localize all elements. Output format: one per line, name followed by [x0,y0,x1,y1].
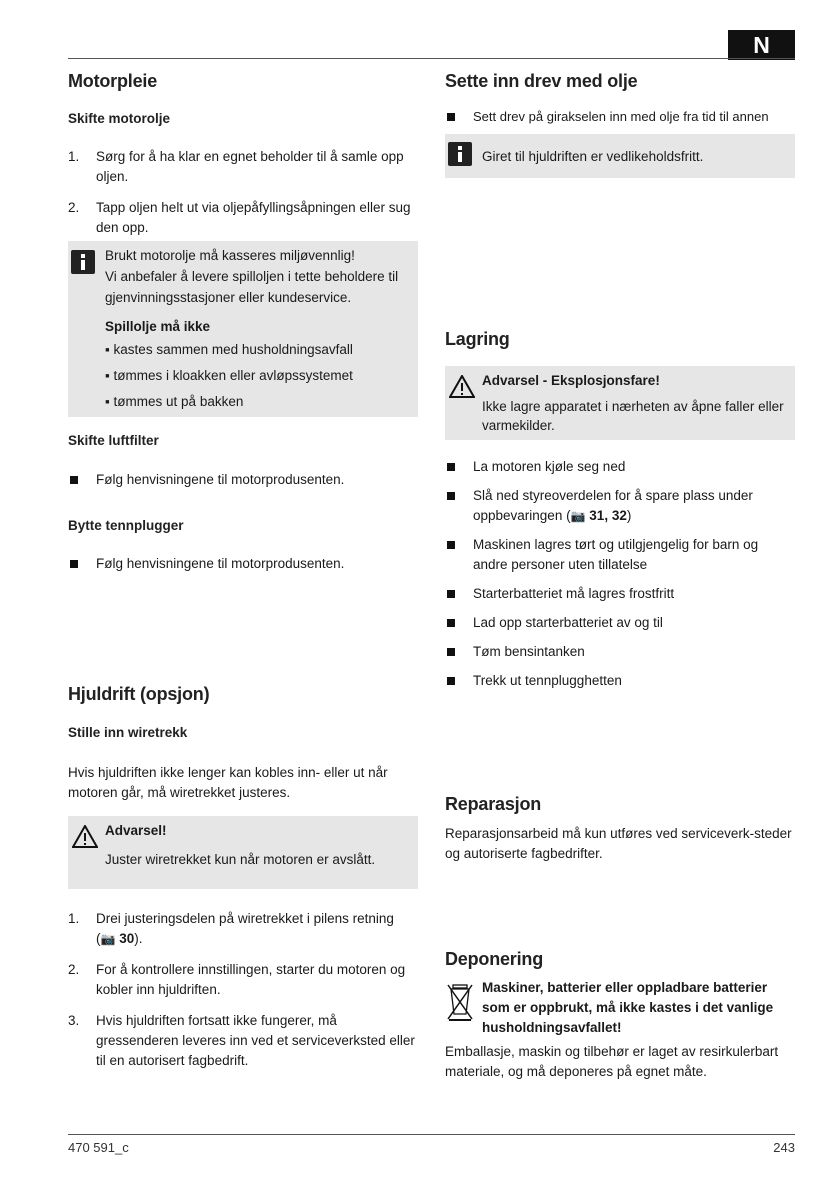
warning-box-wiretrekk [68,816,418,889]
list-item: Følg henvisningene til motorprodusenten. [68,470,418,490]
section-title-lagring: Lagring [445,329,510,349]
list-item: La motoren kjøle seg ned [445,457,795,477]
info-list [105,337,412,415]
lagring-list [445,457,795,700]
info-line: Brukt motorolje må kasseres miljøvennlig! [105,248,355,263]
list-item: 1. Sørg for å ha klar en egnet beholder til å samle opp oljen. [68,149,404,184]
warning-text: Juster wiretrekket kun når motoren er avslått. [105,852,376,867]
luftfilter-list [68,470,418,499]
language-tab: N [728,30,795,60]
list-item: Sett drev på girakselen inn med olje fra tid til annen [445,107,795,127]
deponering-text: Emballasje, maskin og tilbehør er laget av resirkulerbart materiale, og må deponeres på egnet måte. [445,1044,779,1079]
info-subtitle: Spillolje må ikke [105,319,211,334]
reparasjon-text: Reparasjonsarbeid må kun utføres ved serviceverk-steder og autoriserte fagbedrifter. [445,826,792,861]
page-number: 243 [773,1140,795,1155]
list-item: Tøm bensintanken [445,642,795,662]
list-item: ▪ tømmes i kloakken eller avløpssystemet [105,363,412,389]
hjuldrift-steps [68,909,418,1082]
list-item: 1. Drei justeringsdelen på wiretrekket i pilens retning (📷 30). [68,911,394,946]
list-item: ▪ kastes sammen med husholdningsavfall [105,337,412,363]
info-icon [71,250,95,274]
list-item: 2. Tapp oljen helt ut via oljepåfyllingsåpningen eller sug den opp. [68,200,411,235]
info-box-drev [445,134,795,178]
list-item: 3. Hvis hjuldriften fortsatt ikke fungerer, må gressenderen leveres inn ved et serviceverksted eller til en autorisert fagbedrift. [68,1013,415,1068]
weee-bin-icon [447,982,473,1022]
section-title-drev: Sette inn drev med olje [445,71,638,91]
section-title-motorpleie: Motorpleie [68,71,158,91]
subtitle-skifte-motorolje: Skifte motorolje [68,111,171,126]
warning-title: Advarsel - Eksplosjonsfare! [482,373,660,388]
warning-icon [72,825,98,848]
list-item: Trekk ut tennplugghetten [445,671,795,691]
header-rule [68,58,795,59]
section-title-deponering: Deponering [445,949,544,969]
list-item: ▪ tømmes ut på bakken [105,389,412,415]
section-title-hjuldrift: Hjuldrift (opsjon) [68,684,210,704]
list-item: Starterbatteriet må lagres frostfritt [445,584,795,604]
info-icon [448,142,472,166]
document-id: 470 591_c [68,1140,129,1155]
warning-title: Advarsel! [105,823,167,838]
drev-list [445,107,795,136]
subtitle-luftfilter: Skifte luftfilter [68,433,159,448]
tennplugger-list [68,554,418,583]
list-item: Maskinen lagres tørt og utilgjengelig for barn og andre personer uten tillatelse [445,535,795,575]
hjuldrift-intro: Hvis hjuldriften ikke lenger kan kobles inn- eller ut når motoren går, må wiretrekket justeres. [68,765,388,800]
info-box-motorolje [68,241,418,417]
footer-rule [68,1134,795,1135]
oil-steps [68,147,418,249]
warning-icon [449,375,475,398]
warning-box-lagring [445,366,795,440]
info-text: Giret til hjuldriften er vedlikeholdsfritt. [482,149,704,164]
subtitle-wiretrekk: Stille inn wiretrekk [68,725,188,740]
section-title-reparasjon: Reparasjon [445,794,542,814]
info-line: Vi anbefaler å levere spilloljen i tette beholdere til gjenvinningsstasjoner eller kundeservice. [105,269,399,305]
warning-text: Ikke lagre apparatet i nærheten av åpne faller eller varmekilder. [482,399,784,433]
list-item: Følg henvisningene til motorprodusenten. [68,554,418,574]
list-item: Lad opp starterbatteriet av og til [445,613,795,633]
list-item: 2. For å kontrollere innstillingen, starter du motoren og kobler inn hjuldriften. [68,962,406,997]
deponering-warning: Maskiner, batterier eller oppladbare batterier som er oppbrukt, må ikke kastes i det vanlige husholdningsavfallet! [482,980,774,1035]
subtitle-tennplugger: Bytte tennplugger [68,518,184,533]
list-item: Slå ned styreoverdelen for å spare plass under oppbevaringen (📷 31, 32) [445,486,795,526]
